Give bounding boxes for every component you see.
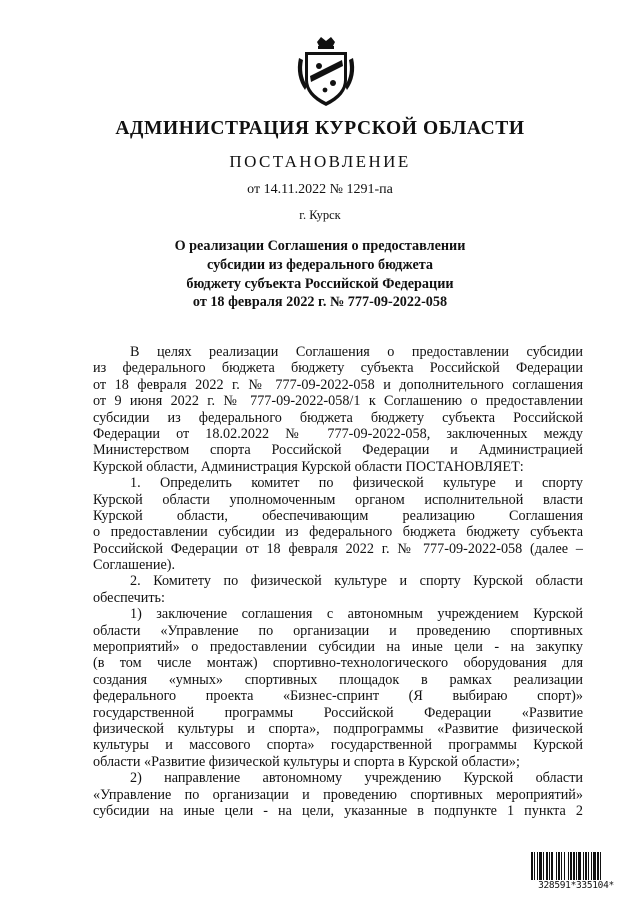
- body-line: из федерального бюджета бюджету субъекта Российской Федерации: [93, 360, 583, 377]
- body-line: создания «умных» спортивных площадок в рамках реализации: [93, 671, 583, 688]
- document-city: г. Курск: [299, 208, 341, 222]
- body-line: Российской Федерации от 18 февраля 2022 г. № 777-09-2022-058 (далее –: [93, 540, 583, 557]
- subject-line: О реализации Соглашения о предоставлении: [174, 238, 466, 254]
- document-subject: [140, 237, 500, 312]
- body-line: 1) заключение соглашения с автономным учреждением Курской: [130, 606, 583, 623]
- body-line: Соглашение).: [93, 557, 176, 574]
- document-date-number: от 14.11.2022 № 1291-па: [247, 182, 393, 197]
- body-line: от 18 февраля 2022 г. № 777-09-2022-058 и дополнительного соглашения: [93, 376, 583, 393]
- body-line: Курской области, Администрация Курской области ПОСТАНОВЛЯЕТ:: [93, 458, 524, 475]
- body-line: субсидии из федерального бюджета бюджету субъекта Российской: [93, 409, 583, 426]
- body-line: Курской области уполномоченным органом исполнительной власти: [93, 491, 583, 508]
- subject-line: от 18 февраля 2022 г. № 777-09-2022-058: [192, 294, 448, 311]
- subject-line: бюджету субъекта Российской Федерации: [186, 275, 454, 292]
- body-line: области «Развитие физической культуры и спорта в Курской области»;: [93, 753, 520, 770]
- body-line: о предоставлении субсидии из федерального бюджета бюджету субъекта: [93, 524, 583, 541]
- body-line: культуры и массового спорта» государственной программы Курской: [93, 737, 583, 754]
- document-body: [93, 344, 583, 819]
- body-line: обеспечить:: [93, 589, 165, 606]
- kursk-coat-of-arms-icon: [295, 36, 357, 108]
- organization-title: АДМИНИСТРАЦИЯ КУРСКОЙ ОБЛАСТИ: [115, 118, 525, 139]
- body-line: В целях реализации Соглашения о предоставлении субсидии: [130, 344, 583, 360]
- body-line: 1. Определить комитет по физической культуре и спорту: [130, 475, 583, 492]
- body-line: Министерством спорта Российской Федерации и Администрацией: [93, 442, 583, 459]
- body-line: субсидии на иные цели - на цели, указанные в подпункте 1 пункта 2: [93, 802, 583, 819]
- body-line: от 9 июня 2022 г. № 777-09-2022-058/1 к Соглашению о предоставлении: [93, 393, 583, 410]
- barcode-icon: [530, 852, 622, 898]
- subject-line: субсидии из федерального бюджета: [207, 256, 433, 273]
- body-line: «Управление по организации и проведению спортивных мероприятий»: [93, 786, 583, 803]
- document-type: ПОСТАНОВЛЕНИЕ: [229, 152, 411, 171]
- body-line: области «Управление по организации и проведению спортивных: [93, 622, 583, 639]
- body-line: федерального проекта «Бизнес-спринт (Я выбираю спорт)»: [93, 688, 583, 705]
- body-line: мероприятий» о предоставлении субсидии на иные цели - на закупку: [93, 639, 583, 656]
- body-line: физической культуры и спорта», подпрограммы «Развитие физической: [93, 720, 583, 737]
- body-line: государственной программы Российской Федерации «Развитие: [93, 704, 583, 721]
- barcode-number: 328591*335104*: [530, 880, 622, 891]
- body-line: Федерации от 18.02.2022 № 777-09-2022-058, заключенных между: [93, 425, 583, 442]
- body-line: 2) направление автономному учреждению Курской области: [130, 770, 583, 787]
- body-line: (в том числе монтаж) спортивно-технологического оборудования для: [93, 655, 583, 672]
- body-line: Курской области, обеспечивающим реализацию Соглашения: [93, 507, 583, 524]
- body-line: 2. Комитету по физической культуре и спорту Курской области: [130, 573, 583, 590]
